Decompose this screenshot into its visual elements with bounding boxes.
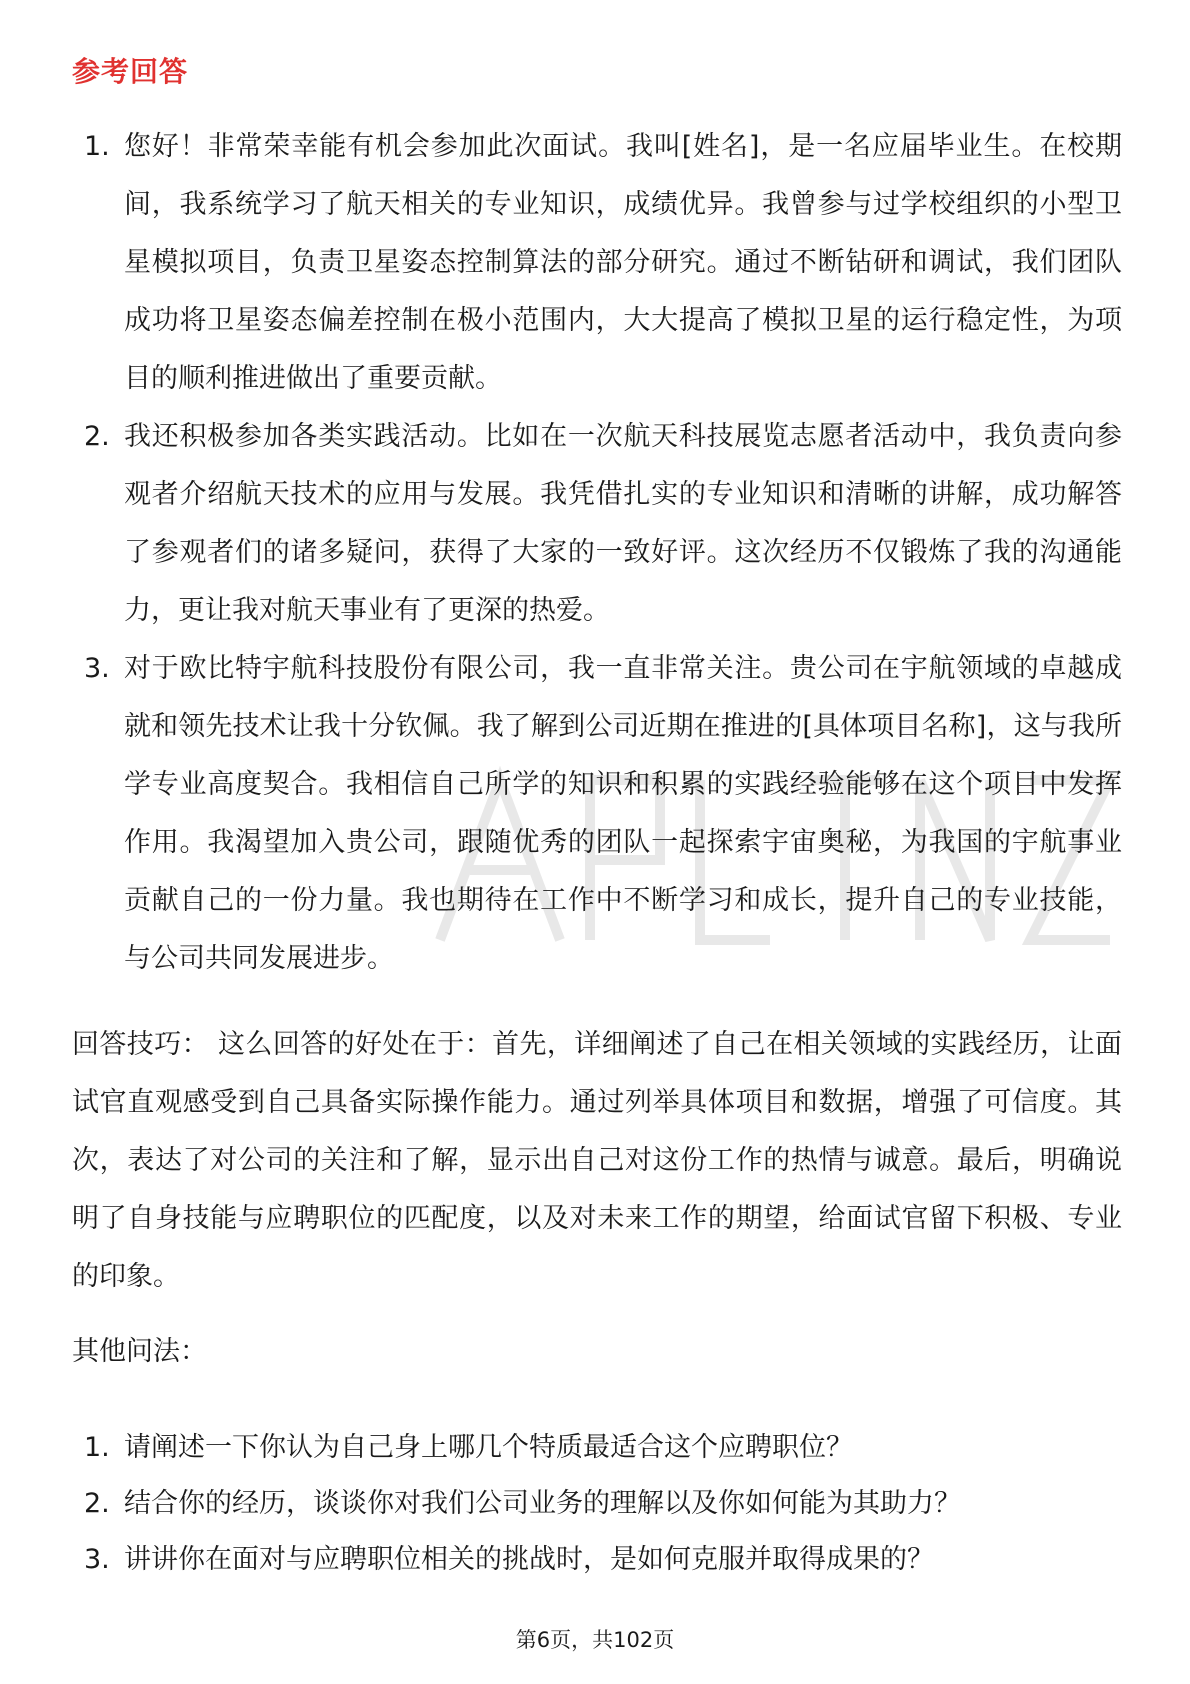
list-number: 2. (84, 1488, 110, 1519)
answer-text: 对于欧比特宇航科技股份有限公司，我一直非常关注。贵公司在宇航领域的卓越成就和领先技术让我十分钦佩。我了解到公司近期在推进的[具体项目名称]，这与我所学专业高度契合。我相信自己所学的知识和积累的实践经验能够在这个项目中发挥作用。我渴望加入贵公司，跟随优秀的团队一起探索宇宙奥秘，为我国的宇航事业贡献自己的一份力量。我也期待在工作中不断学习和成长，提升自己的专业技能，与公司共同发展进步。 (124, 653, 1122, 974)
answer-text: 您好！非常荣幸能有机会参加此次面试。我叫[姓名]，是一名应届毕业生。在校期间，我系统学习了航天相关的专业知识，成绩优异。我曾参与过学校组织的小型卫星模拟项目，负责卫星姿态控制算法的部分研究。通过不断钻研和调试，我们团队成功将卫星姿态偏差控制在极小范围内，大大提高了模拟卫星的运行稳定性，为项目的顺利推进做出了重要贡献。 (124, 131, 1122, 394)
answer-item (72, 118, 1122, 408)
question-item (72, 1532, 1122, 1588)
other-questions-label: 其他问法： (72, 1336, 207, 1367)
question-text: 讲讲你在面对与应聘职位相关的挑战时，是如何克服并取得成果的？ (124, 1544, 934, 1575)
list-number: 2. (84, 421, 110, 452)
answer-list (72, 118, 1122, 988)
page-number: 第6页，共102页 (515, 1628, 675, 1652)
question-text: 请阐述一下你认为自己身上哪几个特质最适合这个应聘职位？ (124, 1432, 853, 1463)
list-number: 3. (84, 1544, 110, 1575)
list-number: 3. (84, 653, 110, 684)
question-text: 结合你的经历，谈谈你对我们公司业务的理解以及你如何能为其助力？ (124, 1488, 961, 1519)
section-title: 参考回答 (72, 55, 189, 88)
answer-item (72, 408, 1122, 640)
question-item (72, 1476, 1122, 1532)
answer-item (72, 640, 1122, 988)
other-questions-list (72, 1420, 1122, 1588)
question-item (72, 1420, 1122, 1476)
answer-text: 我还积极参加各类实践活动。比如在一次航天科技展览志愿者活动中，我负责向参观者介绍航天技术的应用与发展。我凭借扎实的专业知识和清晰的讲解，成功解答了参观者们的诸多疑问，获得了大家的一致好评。这次经历不仅锻炼了我的沟通能力，更让我对航天事业有了更深的热爱。 (124, 421, 1122, 626)
answer-tips: 回答技巧： 这么回答的好处在于：首先，详细阐述了自己在相关领域的实践经历，让面试官直观感受到自己具备实际操作能力。通过列举具体项目和数据，增强了可信度。其次，表达了对公司的关注和了解，显示出自己对这份工作的热情与诚意。最后，明确说明了自身技能与应聘职位的匹配度，以及对未来工作的期望，给面试官留下积极、专业的印象。 (72, 1029, 1122, 1292)
list-number: 1. (84, 131, 110, 162)
list-number: 1. (84, 1432, 110, 1463)
